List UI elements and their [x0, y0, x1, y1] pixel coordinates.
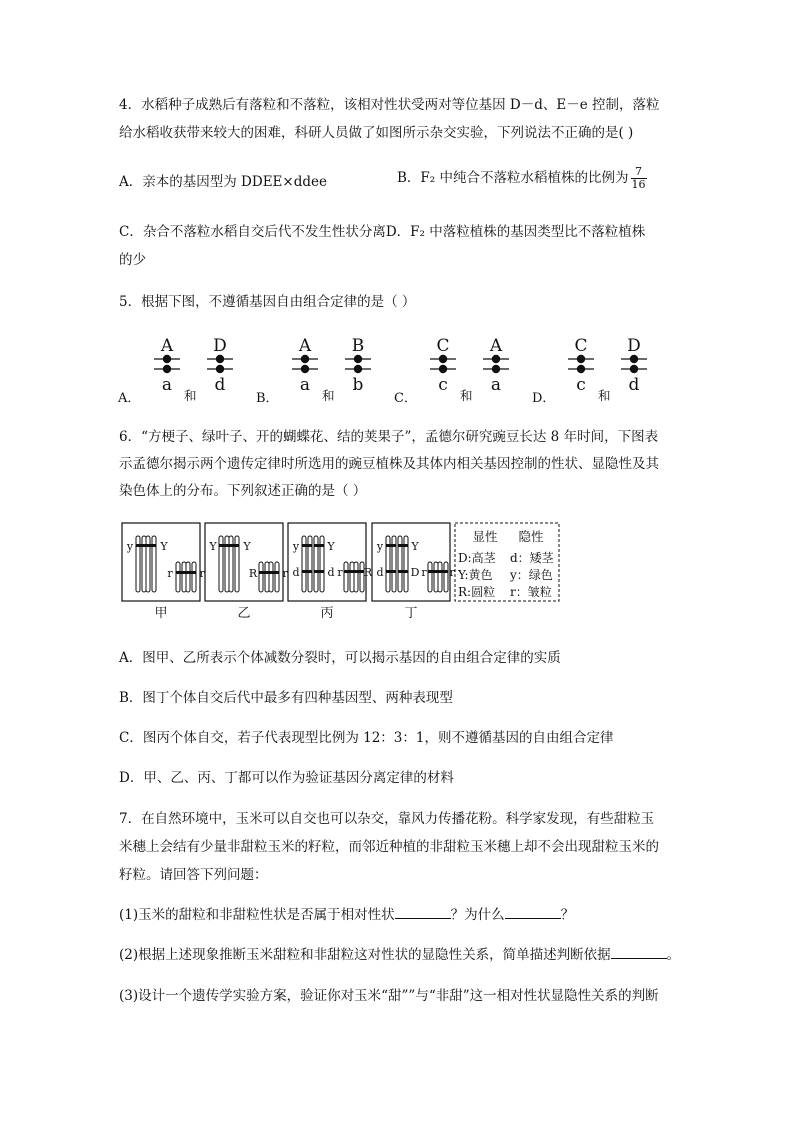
option-3-right-top-allele: D	[627, 336, 641, 356]
box-3-chromatid-short	[434, 562, 438, 592]
answer-blank-1[interactable]	[395, 906, 451, 919]
box-3-chromatid-short	[428, 562, 432, 592]
q5-option-label: D．	[532, 391, 556, 406]
q5-option-label: A．	[118, 391, 141, 406]
q5-and-word: 和	[184, 388, 197, 403]
q5-and-word: 和	[322, 388, 335, 403]
gene-locus-dot	[630, 365, 638, 373]
box-2-gene-5: r	[337, 566, 343, 579]
q6-stem-line1: 6．“方梗子、绿叶子、开的蝴蝶花、结的荚果子”，孟德尔研究豌豆长达 8 年时间，下图表	[119, 429, 659, 445]
gene-locus-dot	[577, 365, 585, 373]
gene-locus-dot	[630, 355, 638, 363]
gene-locus-dot	[439, 355, 447, 363]
box-3-gene-6: r	[449, 566, 455, 579]
box-3-chromatid-short	[444, 562, 448, 592]
q7-stem-line2: 米穗上会结有少量非甜粒玉米的籽粒，而邻近种植的非甜粒玉米穗上却不会出现甜粒玉米的	[119, 839, 659, 855]
option-2-right-top-allele: A	[489, 336, 503, 356]
box-0-gene-1: y	[126, 540, 134, 553]
option-0-left-top-allele: A	[160, 336, 174, 356]
gene-locus-dot	[577, 355, 585, 363]
gene-locus-dot	[354, 365, 362, 373]
legend-recessive-1: y：绿色	[510, 568, 553, 582]
box-1-gene-3: R	[248, 567, 258, 580]
box-3-chromatid-short	[438, 562, 442, 592]
q5-option-label: C．	[394, 391, 417, 406]
box-3-gene-3: d	[376, 566, 384, 579]
q5-option-label: B．	[256, 391, 279, 406]
box-2-chromatid-short	[354, 562, 358, 592]
box-1-chromatid-short	[275, 562, 279, 592]
box-3-gene-5: r	[421, 566, 427, 579]
option-0-right-bottom-allele: d	[214, 375, 226, 395]
box-3-gene-1: y	[376, 540, 384, 553]
box-3-gene-2: Y	[411, 540, 419, 553]
q6-stem-line2: 示孟德尔揭示两个遗传定律时所选用的豌豆植株及其体内相关基因控制的性状、显隐性及其	[119, 456, 659, 472]
box-0-gene-band	[136, 544, 146, 547]
box-3-gene-band	[386, 570, 396, 573]
q6-option-c: C．图丙个体自交，若子代表现型比例为 12：3：1，则不遵循基因的自由组合定律	[119, 730, 614, 746]
gene-locus-dot	[163, 355, 171, 363]
box-1-chromatid-short	[259, 562, 263, 592]
q4-option-cd-line1: C．杂合不落粒水稻自交后代不发生性状分离D．F₂ 中落粒植株的基因类型比不落粒植株	[119, 224, 646, 240]
box-0-gene-4: r	[199, 567, 205, 580]
q7-sub2-text-b: 。	[666, 947, 681, 963]
q4-option-b-fraction	[631, 166, 647, 191]
box-0-chromatid-short	[186, 562, 190, 592]
q7-sub1	[119, 906, 574, 924]
fraction-denominator: 16	[631, 178, 646, 191]
q4-option-b-text: B．F₂ 中纯合不落粒水稻植株的比例为	[397, 170, 629, 186]
q5-and-word: 和	[460, 388, 473, 403]
q6-option-b: B．图丁个体自交后代中最多有四种基因型、两种表现型	[119, 690, 453, 706]
legend-dominant-1: Y:黄色	[458, 568, 493, 582]
box-0-chromatid-short	[182, 562, 186, 592]
option-0-left-bottom-allele: a	[161, 375, 173, 395]
gene-locus-dot	[163, 365, 171, 373]
option-2-left-top-allele: C	[436, 336, 450, 356]
q4-option-cd-line2: 的少	[119, 252, 146, 268]
box-1-gene-band	[229, 544, 239, 547]
legend-header-recessive: 隐性	[518, 529, 544, 544]
box-1-gene-2: Y	[243, 540, 251, 553]
box-1-gene-1: Y	[209, 540, 217, 553]
gene-locus-dot	[301, 355, 309, 363]
fraction-numerator: 7	[631, 166, 647, 179]
legend-dominant-0: D:高茎	[458, 551, 496, 565]
box-2-gene-band	[302, 544, 312, 547]
option-3-left-top-allele: C	[574, 336, 588, 356]
box-2-gene-2: Y	[327, 540, 335, 553]
q6-stem-line3: 染色体上的分布。下列叙述正确的是（ ）	[119, 483, 367, 499]
box-0-chromatid-short	[192, 562, 196, 592]
q4-option-a: A．亲本的基因型为 DDEE×ddee	[119, 174, 327, 190]
box-1-chromatid-short	[269, 562, 273, 592]
option-1-left-bottom-allele: a	[299, 375, 311, 395]
box-0-gene-band	[186, 571, 196, 574]
q6-figure	[120, 522, 565, 622]
option-1-right-bottom-allele: b	[352, 375, 364, 395]
gene-locus-dot	[354, 355, 362, 363]
box-2-chromatid-short	[344, 562, 348, 592]
box-3-gene-band	[398, 544, 408, 547]
option-1-right-top-allele: B	[351, 336, 365, 356]
gene-locus-dot	[216, 355, 224, 363]
option-3-left-bottom-allele: c	[576, 375, 586, 395]
q7-sub3: (3)设计一个遗传学实验方案，验证你对玉米“甜””与“非甜”这一相对性状显隐性关系的判断	[119, 988, 659, 1004]
box-1-gene-band	[219, 544, 229, 547]
figure-box-0-name: 甲	[154, 606, 168, 621]
box-1-chromatid-short	[265, 562, 269, 592]
box-2-chromatid-short	[350, 562, 354, 592]
legend-header-dominant: 显性	[472, 529, 498, 544]
box-2-gene-3: d	[292, 566, 300, 579]
box-2-gene-band	[344, 570, 354, 573]
q6-option-d: D．甲、乙、丙、丁都可以作为验证基因分离定律的材料	[119, 770, 454, 786]
box-1-gene-4: r	[282, 567, 288, 580]
q7-stem-line3: 籽粒。请回答下列问题：	[119, 867, 268, 883]
figure-box-1-name: 乙	[237, 606, 251, 621]
q6-option-a: A．图甲、乙所表示个体减数分裂时，可以揭示基因的自由组合定律的实质	[119, 650, 561, 666]
box-2-gene-band	[314, 544, 324, 547]
option-0-right-top-allele: D	[213, 336, 227, 356]
option-3-right-bottom-allele: d	[628, 375, 640, 395]
q4-option-b	[397, 166, 647, 191]
box-1-gene-band	[259, 571, 269, 574]
box-0-gene-3: r	[167, 567, 173, 580]
gene-locus-dot	[492, 355, 500, 363]
box-2-gene-band	[354, 570, 364, 573]
legend-recessive-0: d：矮茎	[510, 551, 554, 565]
answer-blank-2[interactable]	[505, 906, 561, 919]
q7-sub1-text-a: (1)玉米的甜粒和非甜粒性状是否属于相对性状	[119, 907, 395, 923]
box-3-gene-band	[386, 544, 396, 547]
legend-recessive-2: r：皱粒	[510, 585, 552, 599]
q7-sub1-text-b: ？为什么	[450, 907, 505, 923]
q7-sub1-text-c: ？	[560, 907, 575, 923]
q4-stem-line1: 4．水稻种子成熟后有落粒和不落粒，该相对性状受两对等位基因 D－d、E－e 控制，落粒	[119, 97, 660, 113]
box-0-chromatid-short	[176, 562, 180, 592]
gene-locus-dot	[492, 365, 500, 373]
box-3-gene-4: D	[410, 566, 420, 579]
q4-stem-line2: 给水稻收获带来较大的困难，科研人员做了如图所示杂交实验，下列说法不正确的是( )	[119, 125, 634, 141]
option-2-left-bottom-allele: c	[438, 375, 448, 395]
box-2-gene-6: R	[363, 566, 373, 579]
q7-stem-line1: 7．在自然环境中，玉米可以自交也可以杂交，靠风力传播花粉。科学家发现，有些甜粒玉	[119, 811, 655, 827]
gene-locus-dot	[216, 365, 224, 373]
box-3-gene-band	[398, 570, 408, 573]
q5-stem: 5．根据下图，不遵循基因自由组合定律的是（ ）	[119, 294, 416, 310]
option-1-left-top-allele: A	[298, 336, 312, 356]
box-2-gene-band	[302, 570, 312, 573]
q5-and-word: 和	[598, 388, 611, 403]
legend-dominant-2: R:圆粒	[458, 585, 496, 599]
option-2-right-bottom-allele: a	[490, 375, 502, 395]
gene-locus-dot	[301, 365, 309, 373]
box-2-gene-4: d	[327, 566, 335, 579]
figure-box-3-name: 丁	[404, 606, 418, 621]
box-2-gene-band	[314, 570, 324, 573]
answer-blank-3[interactable]	[611, 946, 667, 959]
figure-box-2-name: 丙	[320, 606, 334, 621]
q7-sub2	[119, 946, 680, 964]
box-3-gene-band	[428, 570, 438, 573]
gene-locus-dot	[439, 365, 447, 373]
q7-sub2-text-a: (2)根据上述现象推断玉米甜粒和非甜粒这对性状的显隐性关系，简单描述判断依据	[119, 947, 611, 963]
box-0-gene-band	[176, 571, 186, 574]
box-3-gene-band	[438, 570, 448, 573]
box-1-gene-band	[269, 571, 279, 574]
box-2-gene-1: y	[292, 540, 300, 553]
box-0-gene-2: Y	[160, 540, 168, 553]
box-0-gene-band	[146, 544, 156, 547]
